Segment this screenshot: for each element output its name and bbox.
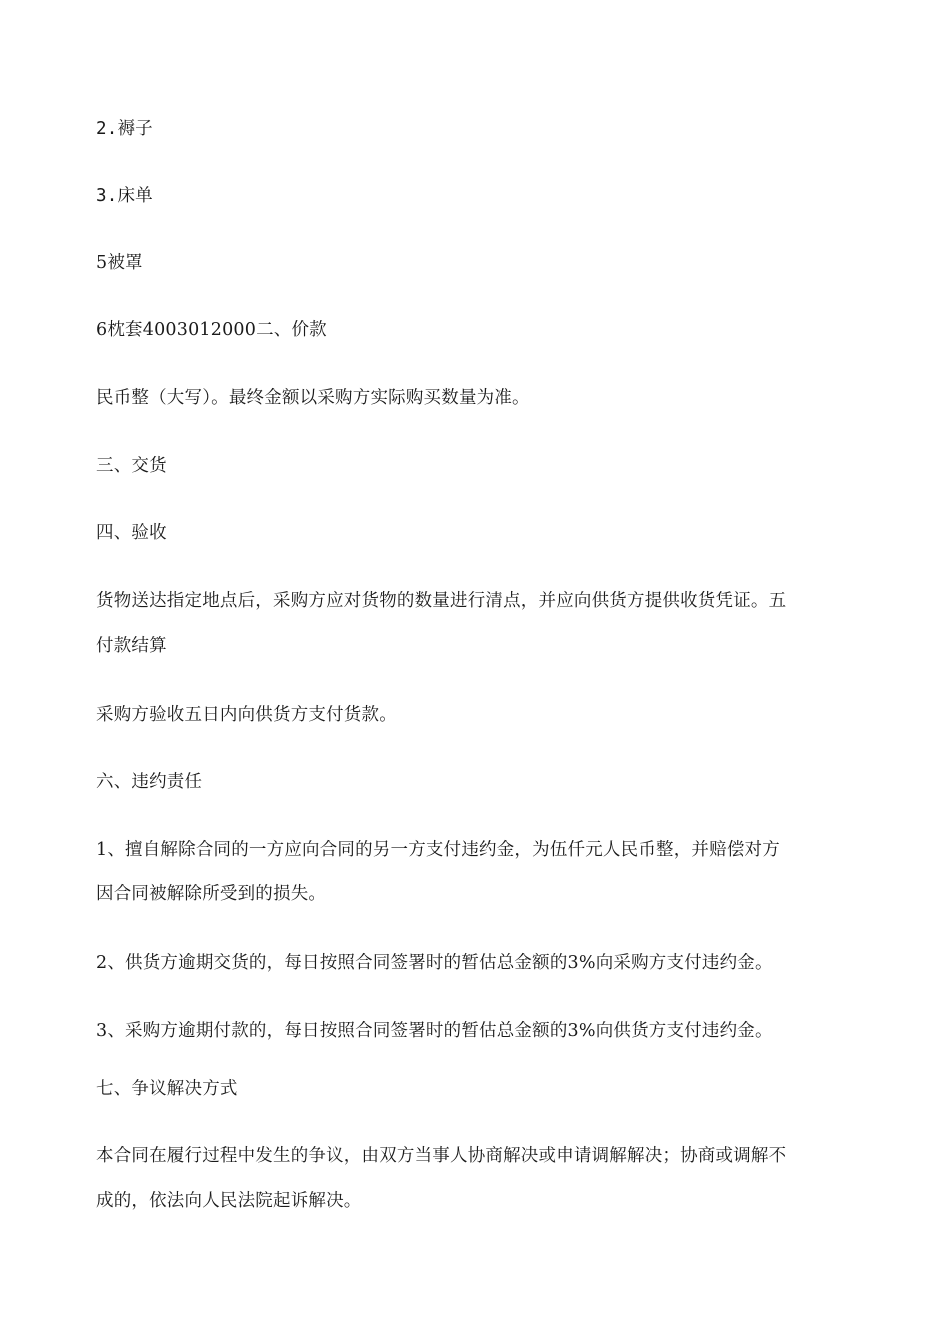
price-paragraph: 民币整（大写）。最终金额以采购方实际购买数量为准。	[96, 388, 530, 408]
section-acceptance-heading: 四、验收	[96, 523, 167, 543]
item-bedsheet: 3.床单	[96, 186, 153, 206]
acceptance-paragraph-line-2: 付款结算	[96, 636, 167, 656]
dispute-paragraph-line-1: 本合同在履行过程中发生的争议，由双方当事人协商解决或申请调解解决；协商或调解不	[96, 1146, 787, 1166]
dispute-paragraph-line-2: 成的，依法向人民法院起诉解决。	[96, 1191, 362, 1211]
payment-paragraph: 采购方验收五日内向供货方支付货款。	[96, 705, 397, 725]
section-liability-heading: 六、违约责任	[96, 772, 203, 792]
item-mattress: 2.褥子	[96, 119, 153, 139]
section-delivery-heading: 三、交货	[96, 456, 167, 476]
acceptance-paragraph-line-1: 货物送达指定地点后，采购方应对货物的数量进行清点，并应向供货方提供收货凭证。五	[96, 591, 787, 611]
item-pillowcase-and-price-heading: 6枕套4003012000二、价款	[96, 320, 327, 340]
item-quilt-cover: 5被罩	[96, 253, 143, 273]
section-dispute-heading: 七、争议解决方式	[96, 1079, 238, 1099]
liability-clause-2: 2、供货方逾期交货的，每日按照合同签署时的暂估总金额的3%向采购方支付违约金。	[96, 953, 773, 973]
liability-clause-1-line-2: 因合同被解除所受到的损失。	[96, 884, 327, 904]
liability-clause-1-line-1: 1、擅自解除合同的一方应向合同的另一方支付违约金，为伍仟元人民币整，并赔偿对方	[96, 840, 780, 860]
liability-clause-3: 3、采购方逾期付款的，每日按照合同签署时的暂估总金额的3%向供货方支付违约金。	[96, 1021, 773, 1041]
